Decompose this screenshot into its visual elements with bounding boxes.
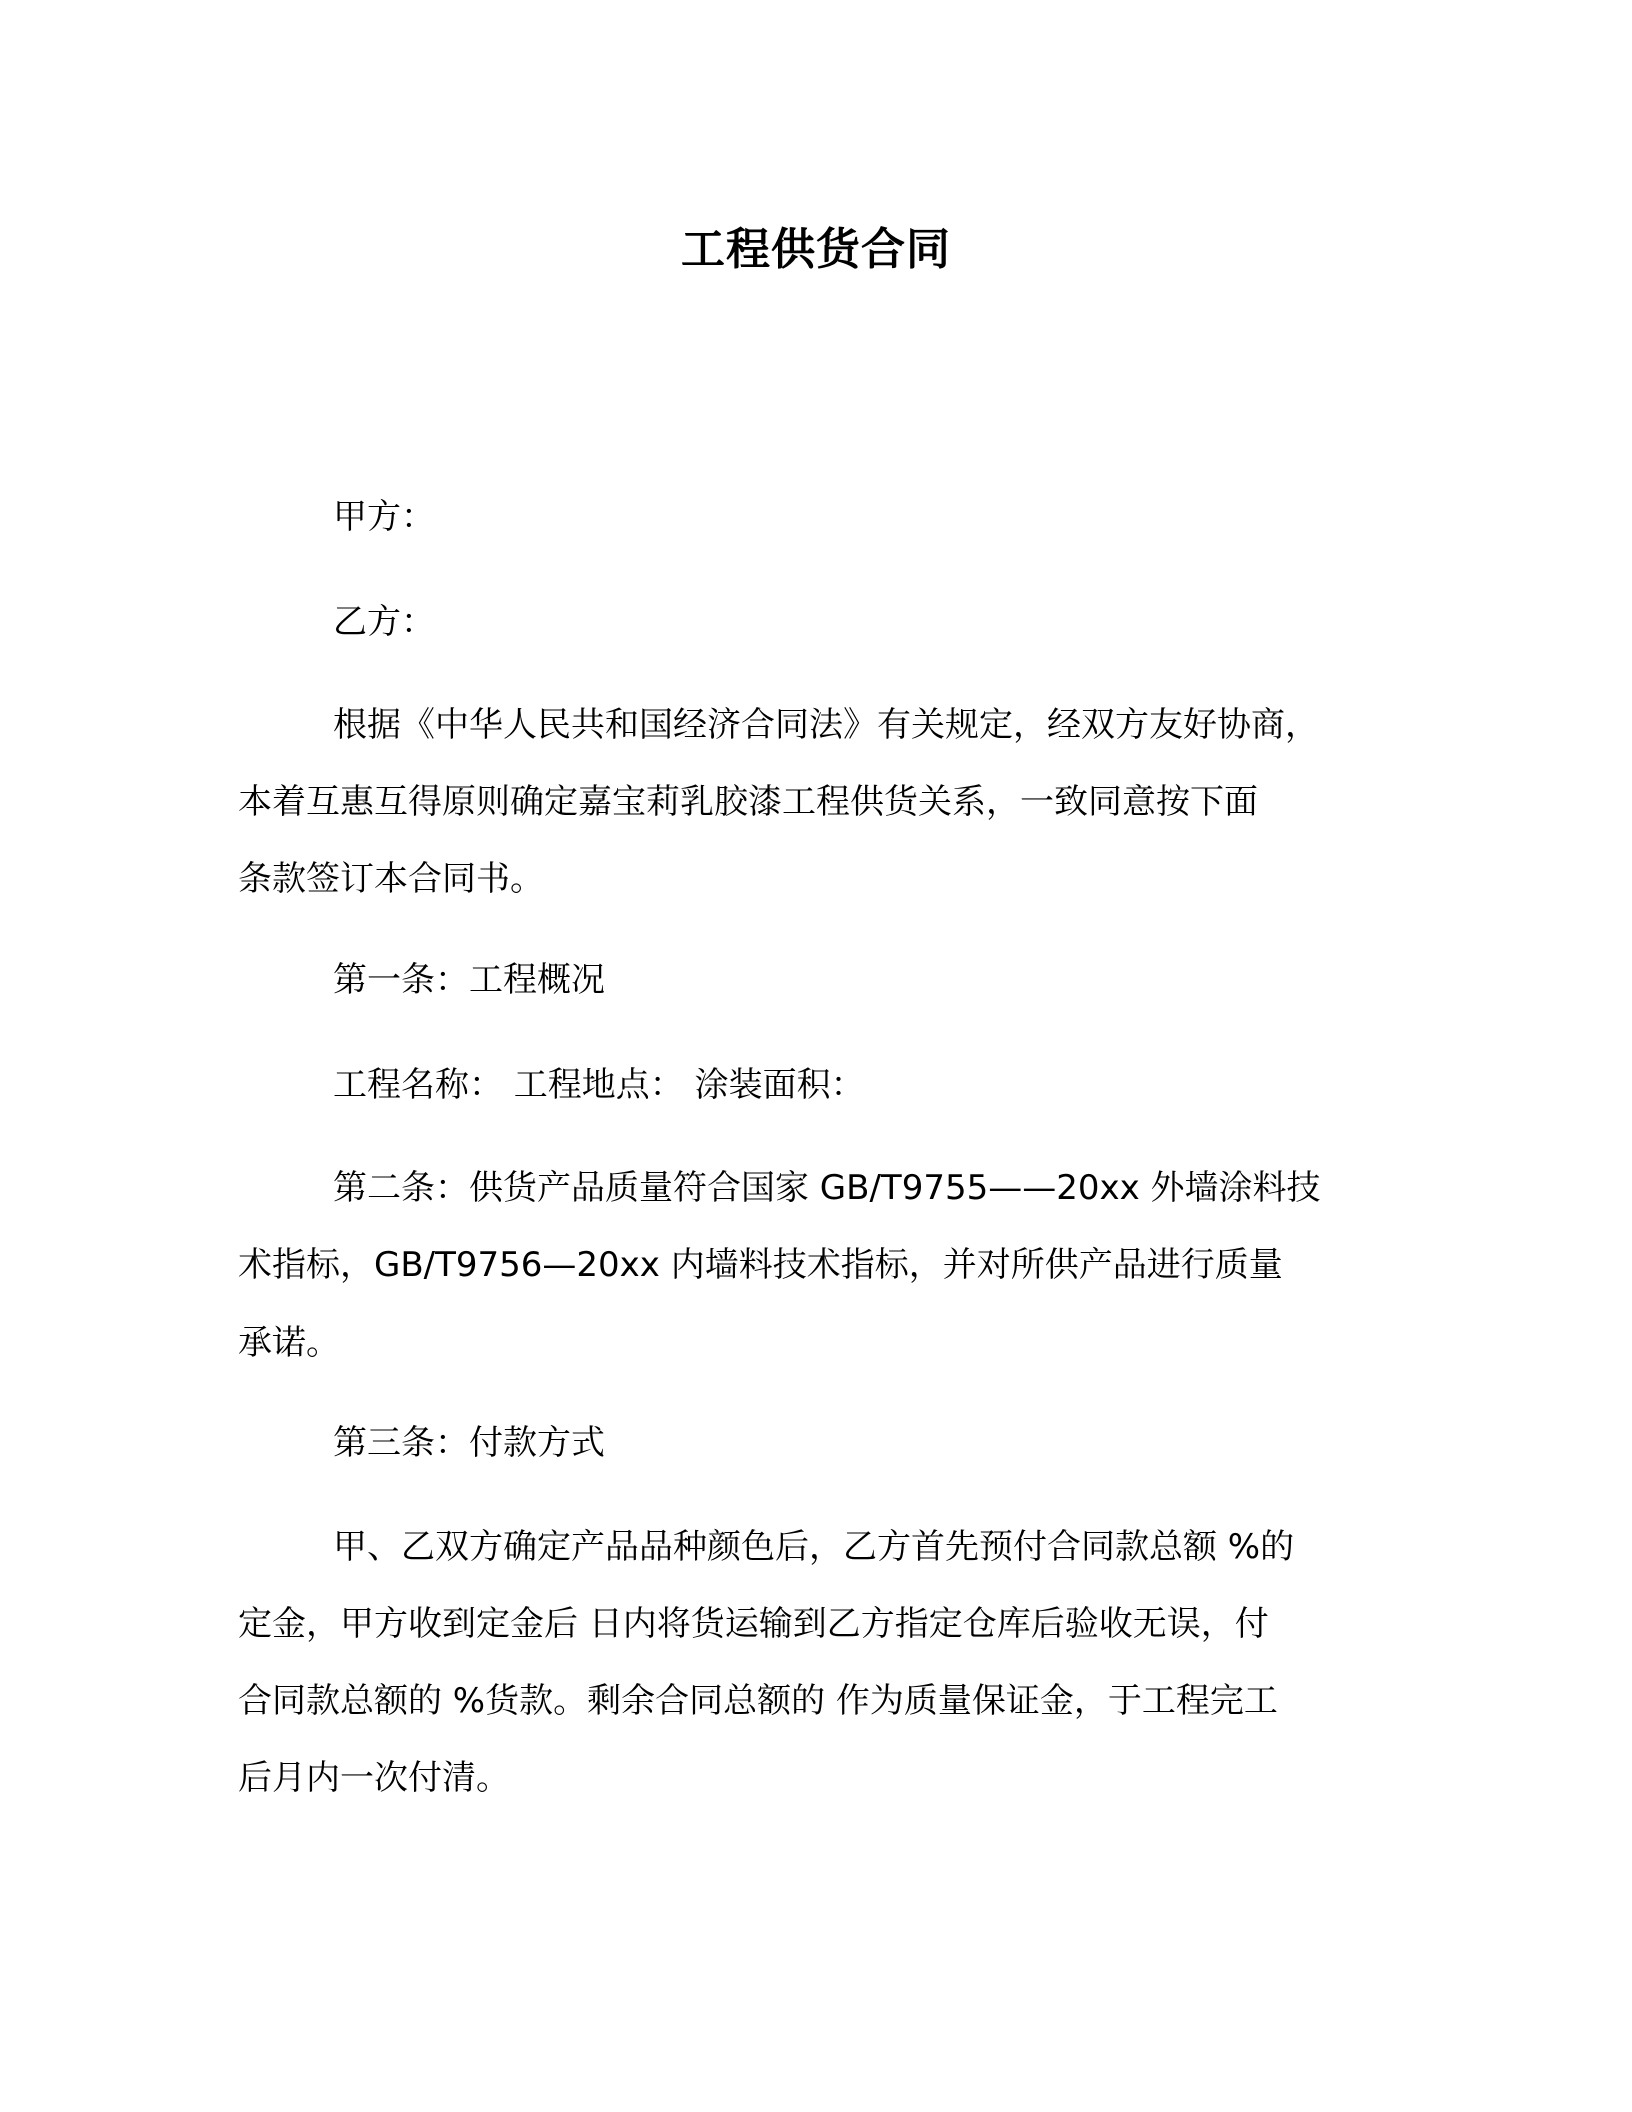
article-2-line-3: 承诺。 bbox=[238, 1323, 340, 1363]
article-3-line-3: 合同款总额的 %货款。剩余合同总额的 作为质量保证金，于工程完工 bbox=[238, 1681, 1278, 1721]
article-3-line-1: 甲、乙双方确定产品品种颜色后，乙方首先预付合同款总额 %的 bbox=[333, 1527, 1295, 1567]
document-title: 工程供货合同 bbox=[681, 224, 951, 275]
article-3-line-4: 后月内一次付清。 bbox=[238, 1758, 510, 1798]
party-b-label: 乙方： bbox=[333, 602, 435, 642]
article-2-line-1: 第二条：供货产品质量符合国家 GB/T9755——20xx 外墙涂料技 bbox=[333, 1168, 1321, 1208]
party-a-label: 甲方： bbox=[333, 497, 435, 537]
article-2-line-2: 术指标，GB/T9756—20xx 内墙料技术指标，并对所供产品进行质量 bbox=[238, 1245, 1283, 1285]
article-3-heading: 第三条：付款方式 bbox=[333, 1423, 605, 1463]
article-3-line-2: 定金，甲方收到定金后 日内将货运输到乙方指定仓库后验收无误，付 bbox=[238, 1604, 1269, 1644]
intro-line-2: 本着互惠互得原则确定嘉宝莉乳胶漆工程供货关系，一致同意按下面 bbox=[238, 782, 1258, 822]
article-1-heading: 第一条：工程概况 bbox=[333, 960, 605, 1000]
article-1-fields: 工程名称： 工程地点： 涂装面积： bbox=[333, 1065, 865, 1105]
intro-line-3: 条款签订本合同书。 bbox=[238, 859, 544, 899]
intro-line-1: 根据《中华人民共和国经济合同法》有关规定，经双方友好协商， bbox=[333, 705, 1319, 745]
